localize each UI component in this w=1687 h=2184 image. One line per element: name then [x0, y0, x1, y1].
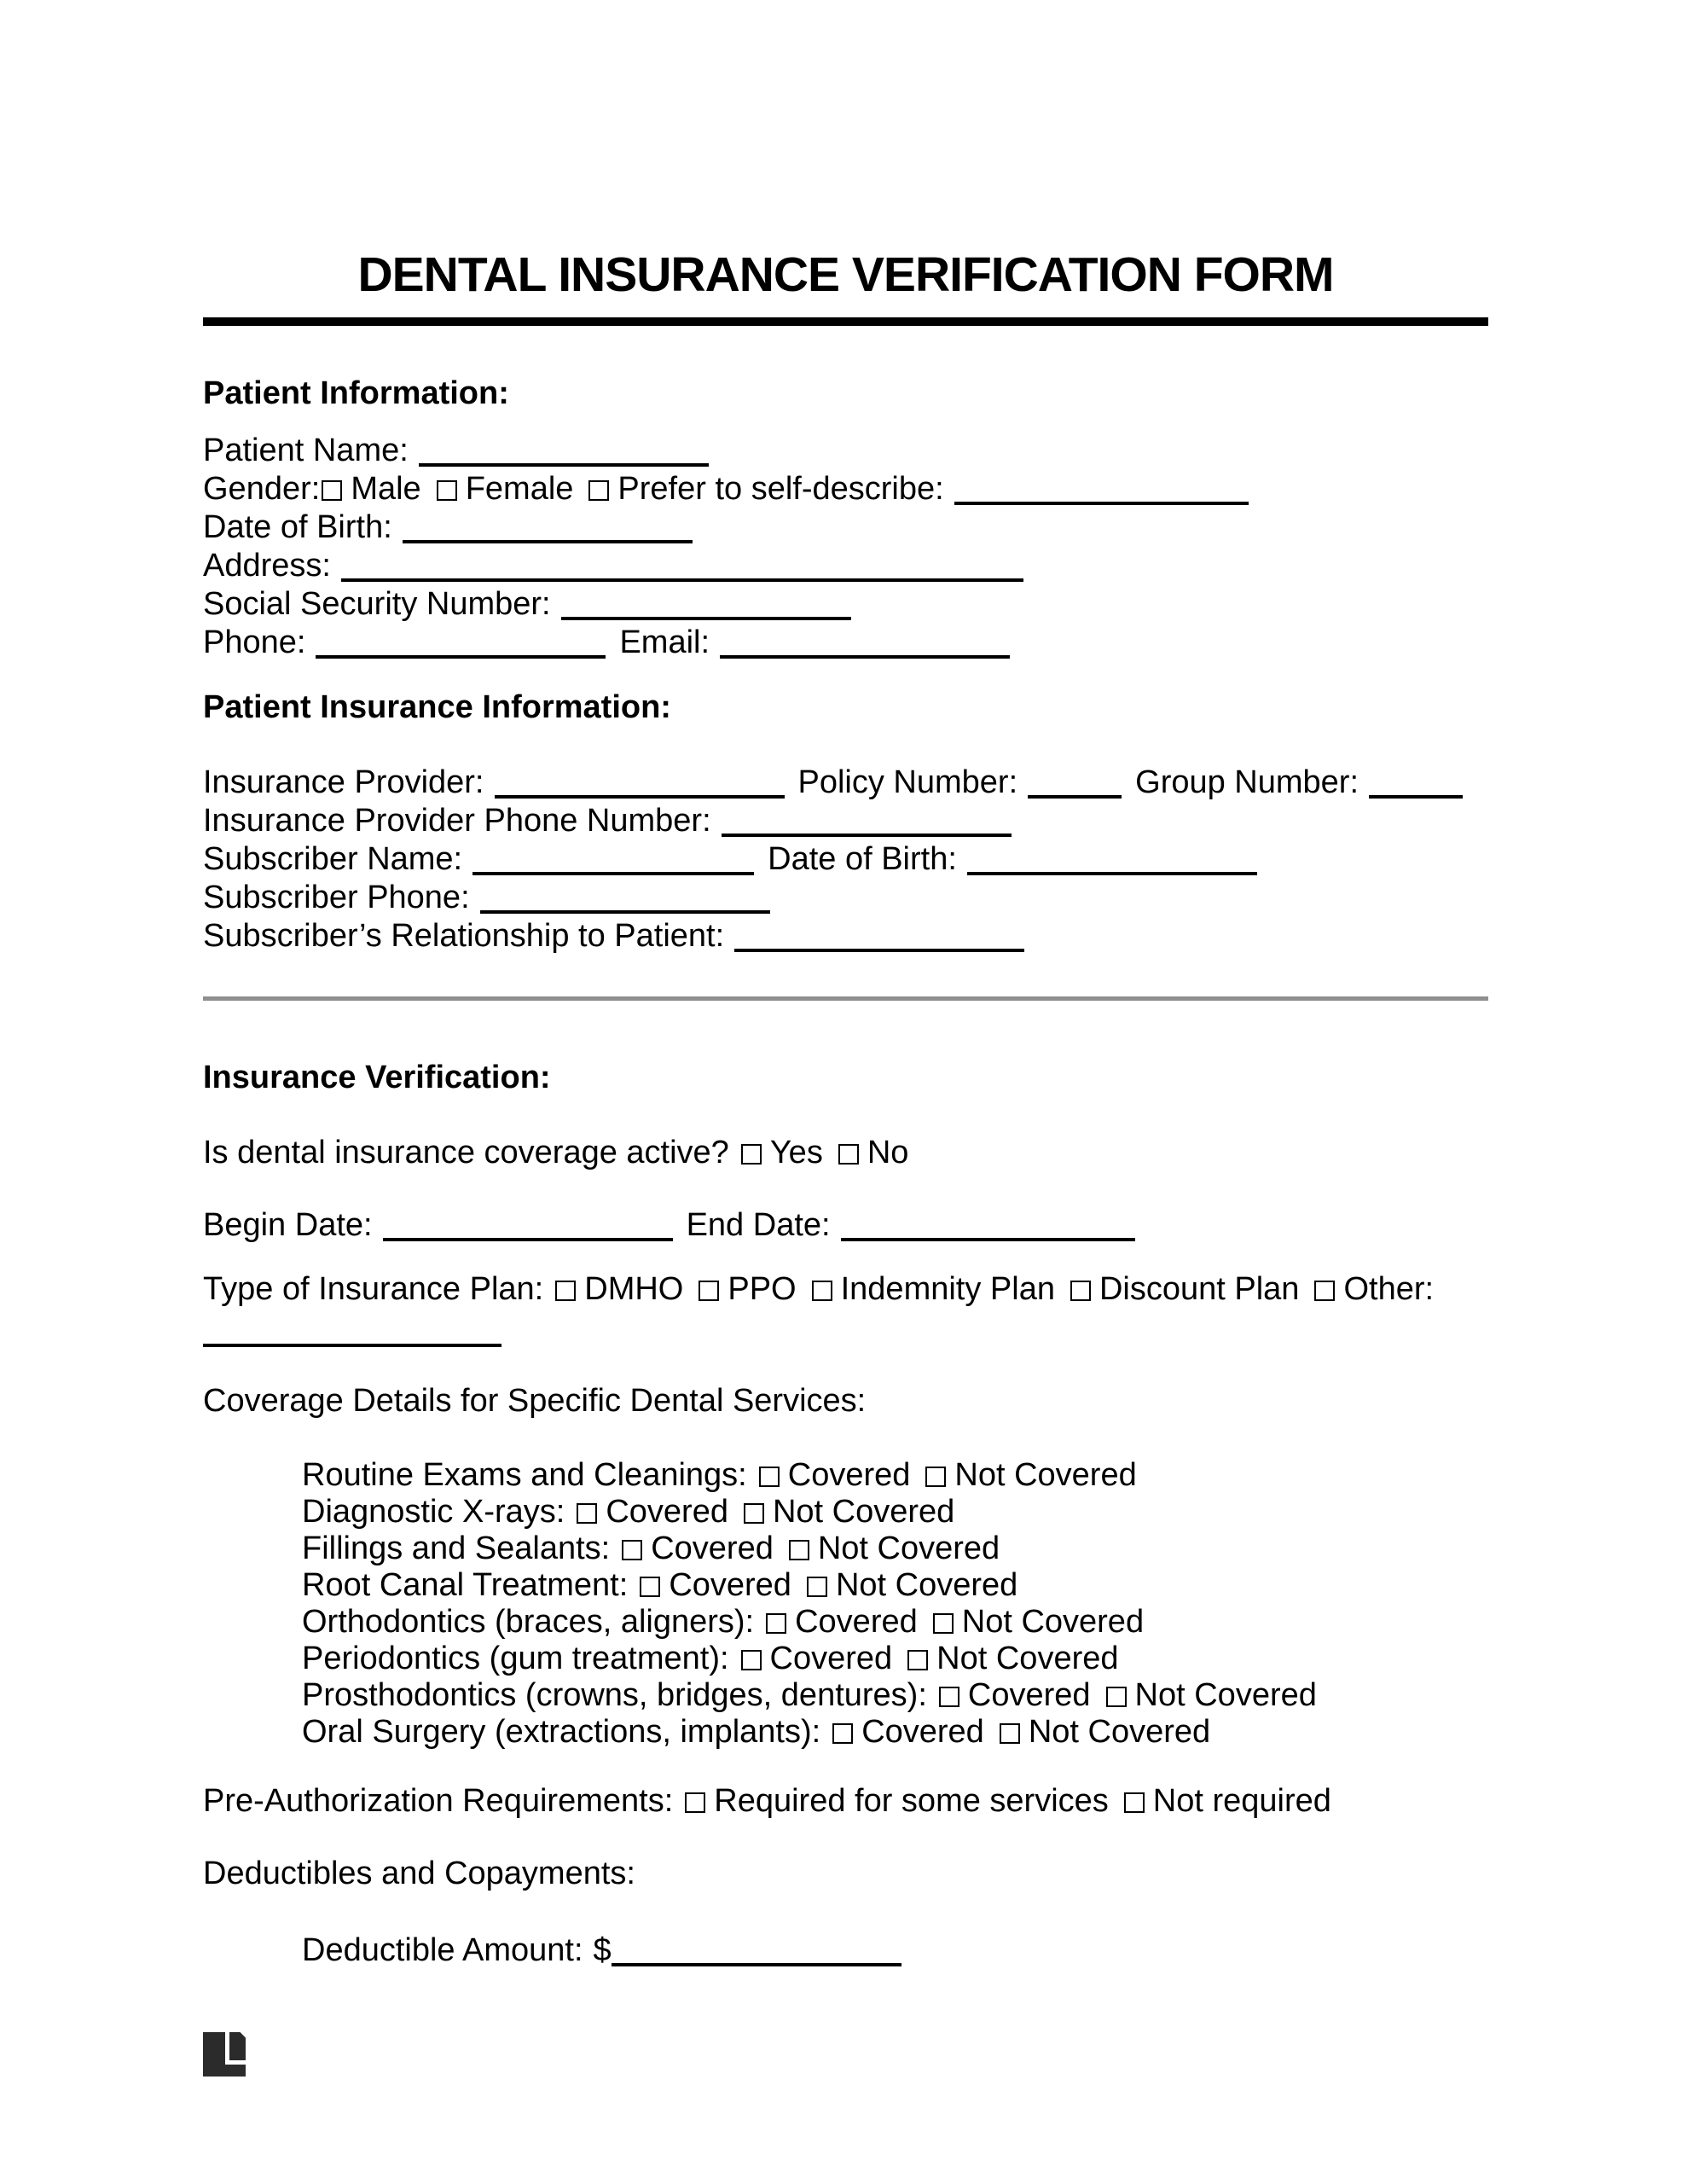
deductibles-copayments-label: Deductibles and Copayments:	[203, 1856, 635, 1891]
service-label: Root Canal Treatment:	[302, 1567, 629, 1603]
checkbox-diagnostic-xrays-covered[interactable]	[577, 1503, 597, 1524]
end-date-blank[interactable]	[841, 1238, 1135, 1241]
not-covered-label: Not Covered	[1028, 1714, 1211, 1750]
page-title: DENTAL INSURANCE VERIFICATION FORM	[357, 247, 1334, 302]
field-insurance-provider	[203, 764, 1488, 802]
patient-name-blank[interactable]	[419, 463, 709, 467]
field-deductible-amount	[302, 1931, 1488, 1970]
covered-label: Covered	[795, 1604, 918, 1640]
phone-blank[interactable]	[316, 655, 606, 659]
checkbox-periodontics-covered[interactable]	[741, 1650, 762, 1670]
plan-ppo-label: PPO	[728, 1271, 797, 1307]
insurance-provider-label: Insurance Provider:	[203, 764, 484, 800]
covered-label: Covered	[967, 1677, 1091, 1713]
gender-label: Gender:	[203, 471, 321, 507]
checkbox-plan-ppo[interactable]	[699, 1281, 719, 1301]
coverage-active-yes-label: Yes	[769, 1135, 823, 1170]
covered-label: Covered	[651, 1531, 774, 1566]
checkbox-plan-other[interactable]	[1314, 1281, 1335, 1301]
subscriber-relationship-blank[interactable]	[734, 949, 1024, 952]
covered-label: Covered	[861, 1714, 984, 1750]
gender-self-describe-label: Prefer to self-describe:	[617, 471, 944, 507]
section-heading-patient-information: Patient Information:	[203, 375, 509, 411]
address-blank[interactable]	[341, 578, 1023, 582]
gender-male-label: Male	[351, 471, 421, 507]
checkbox-prosthodontics-not-covered[interactable]	[1106, 1687, 1127, 1707]
checkbox-diagnostic-xrays-not-covered[interactable]	[744, 1503, 764, 1524]
phone-label: Phone:	[203, 624, 306, 660]
checkbox-plan-discount[interactable]	[1070, 1281, 1091, 1301]
field-begin-end-date	[203, 1206, 1488, 1245]
provider-phone-blank[interactable]	[722, 834, 1012, 837]
service-label: Oral Surgery (extractions, implants):	[302, 1714, 821, 1750]
checkbox-oral-surgery-not-covered[interactable]	[1000, 1723, 1020, 1744]
patient-name-label: Patient Name:	[203, 433, 409, 468]
not-covered-label: Not Covered	[961, 1604, 1145, 1640]
service-label: Routine Exams and Cleanings:	[302, 1457, 747, 1493]
preauth-required-label: Required for some services	[714, 1783, 1109, 1819]
ssn-blank[interactable]	[561, 617, 851, 620]
checkbox-preauth-not-required[interactable]	[1124, 1792, 1145, 1813]
field-patient-name	[203, 432, 1488, 470]
field-preauthorization	[203, 1782, 1488, 1821]
service-row-prosthodontics	[302, 1677, 1488, 1714]
field-provider-phone	[203, 802, 1488, 840]
service-row-diagnostic-xrays	[302, 1494, 1488, 1531]
not-covered-label: Not Covered	[954, 1457, 1137, 1493]
covered-label: Covered	[669, 1567, 791, 1603]
logo-document-shape	[229, 2032, 246, 2060]
end-date-label: End Date:	[686, 1207, 831, 1243]
field-ssn	[203, 585, 1488, 624]
checkbox-coverage-active-yes[interactable]	[741, 1144, 762, 1165]
checkbox-root-canal-not-covered[interactable]	[807, 1577, 827, 1597]
email-label: Email:	[619, 624, 710, 660]
deductible-amount-blank[interactable]	[612, 1963, 901, 1966]
subscriber-relationship-label: Subscriber’s Relationship to Patient:	[203, 918, 725, 954]
begin-date-label: Begin Date:	[203, 1207, 373, 1243]
dollar-sign: $	[593, 1932, 612, 1968]
service-label: Fillings and Sealants:	[302, 1531, 611, 1566]
not-covered-label: Not Covered	[817, 1531, 1000, 1566]
field-gender	[203, 470, 1488, 508]
checkbox-routine-exams-not-covered[interactable]	[925, 1467, 946, 1487]
service-label: Orthodontics (braces, aligners):	[302, 1604, 755, 1640]
email-blank[interactable]	[720, 655, 1010, 659]
covered-label: Covered	[606, 1494, 728, 1530]
field-phone-email	[203, 624, 1488, 662]
subscriber-phone-blank[interactable]	[480, 910, 770, 914]
service-label: Periodontics (gum treatment):	[302, 1641, 729, 1676]
checkbox-oral-surgery-covered[interactable]	[832, 1723, 853, 1744]
checkbox-gender-female[interactable]	[437, 480, 457, 501]
service-row-orthodontics	[302, 1604, 1488, 1641]
subscriber-name-blank[interactable]	[472, 872, 754, 875]
policy-number-blank[interactable]	[1028, 795, 1122, 799]
service-row-routine-exams	[302, 1457, 1488, 1494]
checkbox-routine-exams-covered[interactable]	[759, 1467, 780, 1487]
title-rule	[203, 317, 1488, 326]
checkbox-coverage-active-no[interactable]	[838, 1144, 859, 1165]
coverage-services-list	[302, 1457, 1488, 1751]
service-label: Prosthodontics (crowns, bridges, dentures):	[302, 1677, 927, 1713]
covered-label: Covered	[787, 1457, 911, 1493]
checkbox-fillings-sealants-not-covered[interactable]	[789, 1540, 809, 1560]
preauth-not-required-label: Not required	[1152, 1783, 1331, 1819]
coverage-details-label: Coverage Details for Specific Dental Services:	[203, 1383, 867, 1419]
plan-other-label: Other:	[1343, 1271, 1435, 1307]
not-covered-label: Not Covered	[772, 1494, 955, 1530]
service-row-root-canal	[302, 1567, 1488, 1604]
dob-label: Date of Birth:	[203, 509, 392, 545]
field-subscriber-relationship	[203, 917, 1488, 956]
patient-insurance-fields	[203, 764, 1488, 956]
checkbox-orthodontics-not-covered[interactable]	[933, 1613, 954, 1634]
checkbox-plan-dmho[interactable]	[555, 1281, 576, 1301]
plan-indemnity-label: Indemnity Plan	[840, 1271, 1055, 1307]
checkbox-prosthodontics-covered[interactable]	[939, 1687, 959, 1707]
subscriber-phone-label: Subscriber Phone:	[203, 880, 470, 915]
coverage-active-no-label: No	[867, 1135, 909, 1170]
begin-date-blank[interactable]	[383, 1238, 673, 1241]
ssn-label: Social Security Number:	[203, 586, 551, 622]
group-number-label: Group Number:	[1135, 764, 1359, 800]
field-address	[203, 547, 1488, 585]
field-subscriber-name-dob	[203, 840, 1488, 879]
field-coverage-active	[203, 1134, 1488, 1172]
service-label: Diagnostic X-rays:	[302, 1494, 565, 1530]
patient-information-fields	[203, 432, 1488, 662]
coverage-active-question: Is dental insurance coverage active?	[203, 1135, 729, 1170]
logo-bottom-block	[203, 2065, 246, 2077]
form-content	[203, 247, 1488, 2077]
legal-templates-logo	[203, 2032, 246, 2077]
checkbox-root-canal-covered[interactable]	[640, 1577, 660, 1597]
not-covered-label: Not Covered	[1134, 1677, 1317, 1713]
gender-self-describe-blank[interactable]	[954, 502, 1249, 505]
field-date-of-birth	[203, 508, 1488, 547]
not-covered-label: Not Covered	[835, 1567, 1018, 1603]
plan-discount-label: Discount Plan	[1099, 1271, 1300, 1307]
field-plan-type	[203, 1270, 1488, 1309]
dob-blank[interactable]	[403, 540, 693, 543]
provider-phone-label: Insurance Provider Phone Number:	[203, 803, 711, 839]
service-row-periodontics	[302, 1641, 1488, 1677]
checkbox-gender-male[interactable]	[322, 480, 342, 501]
deductible-amount-label: Deductible Amount:	[302, 1932, 583, 1968]
plan-other-blank[interactable]	[203, 1344, 501, 1347]
subscriber-dob-label: Date of Birth:	[768, 841, 957, 877]
policy-number-label: Policy Number:	[797, 764, 1018, 800]
field-plan-other	[203, 1322, 1488, 1339]
not-covered-label: Not Covered	[936, 1641, 1119, 1676]
checkbox-periodontics-not-covered[interactable]	[907, 1650, 928, 1670]
covered-label: Covered	[769, 1641, 893, 1676]
gender-female-label: Female	[465, 471, 574, 507]
plan-dmho-label: DMHO	[584, 1271, 684, 1307]
preauth-label: Pre-Authorization Requirements:	[203, 1783, 674, 1819]
field-subscriber-phone	[203, 879, 1488, 917]
section-heading-insurance-verification: Insurance Verification:	[203, 1060, 551, 1095]
subscriber-dob-blank[interactable]	[967, 872, 1257, 875]
plan-type-label: Type of Insurance Plan:	[203, 1271, 544, 1307]
checkbox-orthodontics-covered[interactable]	[766, 1613, 786, 1634]
section-heading-patient-insurance: Patient Insurance Information:	[203, 689, 671, 725]
checkbox-gender-self-describe[interactable]	[588, 480, 609, 501]
subscriber-name-label: Subscriber Name:	[203, 841, 463, 877]
checkbox-preauth-required[interactable]	[685, 1792, 705, 1813]
section-divider	[203, 996, 1488, 1001]
checkbox-fillings-sealants-covered[interactable]	[622, 1540, 642, 1560]
address-label: Address:	[203, 548, 331, 584]
group-number-blank[interactable]	[1369, 795, 1463, 799]
service-row-oral-surgery	[302, 1714, 1488, 1751]
checkbox-plan-indemnity[interactable]	[812, 1281, 832, 1301]
insurance-provider-blank[interactable]	[495, 795, 785, 799]
service-row-fillings-sealants	[302, 1531, 1488, 1567]
